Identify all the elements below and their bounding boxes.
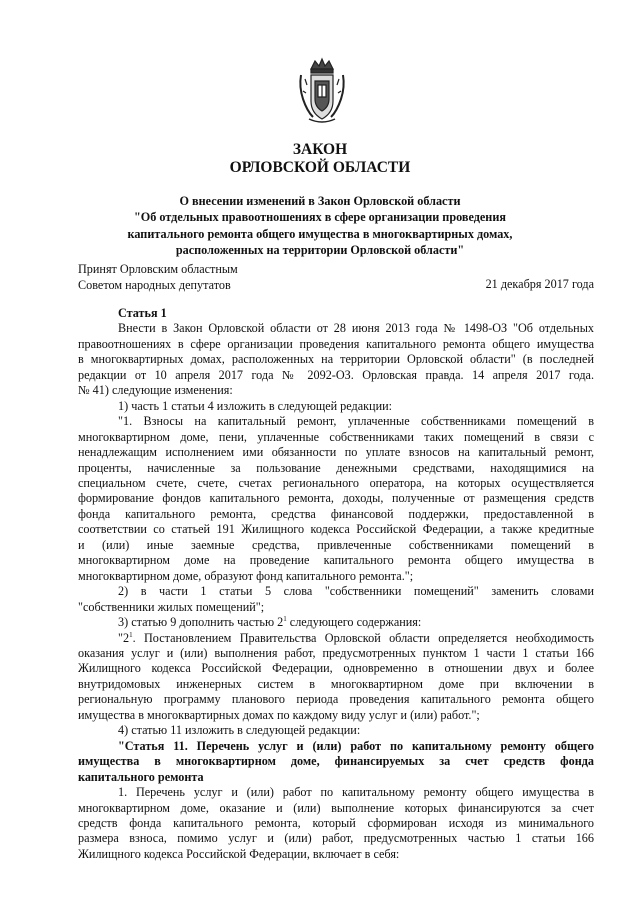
accepted-by [78, 262, 238, 293]
paragraph-line: правоотношениях в сфере организации проведения капитального ремонта общего имущества [78, 336, 594, 351]
paragraph-line: специальном счете, счете, счетах регионального оператора, на которых осуществляется [78, 475, 594, 490]
paragraph-line: 1) часть 1 статьи 4 изложить в следующей редакции: [118, 398, 393, 413]
paragraph-line: редакции от 10 апреля 2017 года № 2092-ОЗ. Орловская правда. 14 апреля 2017 года. [78, 367, 594, 382]
paragraph-line: проценты, начисленные за пользование денежными средствами, находящимися на [78, 460, 594, 475]
text-fragment: "2 [118, 630, 130, 645]
adoption-date: 21 декабря 2017 года [485, 277, 594, 291]
article-11-heading: капитального ремонта [78, 769, 204, 784]
paragraph-line: многоквартирном доме, оказание и (или) выполнение которых финансируются за счет [78, 800, 594, 815]
paragraph-line [78, 615, 594, 630]
accepted-line: Советом народных депутатов [78, 277, 231, 292]
text-fragment: 3) статью 9 дополнить частью 2 [118, 615, 284, 630]
superscript: 1 [129, 630, 133, 639]
paragraph-line: соответствии со статьей 191 Жилищного кодекса Российской Федерации, а также кредитные [78, 522, 594, 537]
document-body [78, 306, 594, 862]
accepted-line: Принят Орловским областным [78, 262, 238, 276]
paragraph-line: в многоквартирных домах, расположенных на территории Орловской области" (в последней [78, 352, 594, 367]
article-11-heading: имущества в многоквартирном доме, финансируемых за счет средств фонда [78, 754, 594, 769]
paragraph-line: имущества в многоквартирных домах по каждому виду услуг и (или) работ."; [78, 707, 480, 722]
document-subtitle [80, 193, 560, 259]
paragraph-line: 1. Перечень услуг и (или) работ по капитальному ремонту общего имущества в [118, 785, 594, 800]
article-11-heading: "Статья 11. Перечень услуг и (или) работ по капитальному ремонту общего [118, 738, 594, 753]
paragraph-line: "собственники жилых помещений"; [78, 599, 265, 614]
paragraph-line: и (или) иные заемные средства, привлеченные собственниками помещений в [78, 537, 594, 552]
paragraph-line: 2) в части 1 статьи 5 слова "собственники помещений" заменить словами [118, 584, 594, 599]
document-title-region: ОРЛОВСКОЙ ОБЛАСТИ [229, 159, 411, 176]
orel-region-coat-of-arms-icon [297, 55, 347, 125]
paragraph-line: Жилищного кодекса Российской Федерации, одновременно в отношении двух и более [78, 661, 594, 676]
subtitle-line: капитального ремонта общего имущества в многоквартирных домах, [127, 226, 513, 241]
paragraph-line: средств фонда капитального ремонта, который сформирован исходя из минимального [78, 815, 594, 830]
paragraph-line: размера взноса, помимо услуг и (или) работ, предусмотренных частью 1 статьи 166 [78, 831, 594, 846]
paragraph-line: оказания услуг и (или) выполнения работ, предусмотренных пунктом 1 части 1 статьи 166 [78, 645, 594, 660]
article-heading: Статья 1 [118, 306, 167, 320]
paragraph-line: внутридомовых инженерных систем в многоквартирном доме при включении в [78, 676, 594, 691]
text-fragment: следующего содержания: [286, 615, 422, 630]
paragraph-line: формирование фондов капитального ремонта, доходы, полученные от размещения средств [78, 491, 594, 506]
paragraph-line: 4) статью 11 изложить в следующей редакции: [118, 723, 361, 738]
subtitle-line: "Об отдельных правоотношениях в сфере организации проведения [134, 210, 506, 225]
paragraph-line: Жилищного кодекса Российской Федерации, включает в себя: [78, 846, 400, 861]
subtitle-line: О внесении изменений в Закон Орловской области [179, 194, 461, 208]
paragraph-line: "1. Взносы на капитальный ремонт, уплаченные собственниками помещений в [118, 414, 594, 429]
text-fragment: . Постановлением Правительства Орловской области определяется необходимость [132, 630, 594, 645]
paragraph-line: Внести в Закон Орловской области от 28 июня 2013 года № 1498-ОЗ "Об отдельных [118, 321, 594, 336]
paragraph-line: ненадлежащим исполнением ими обязанности по уплате взносов на капитальный ремонт, [78, 445, 594, 460]
paragraph-line: многоквартирном доме, образуют фонд капитального ремонта."; [78, 568, 414, 583]
paragraph-line: фонда капитального ремонта, средства финансовой поддержки, предоставленной в [78, 506, 594, 521]
subtitle-line: расположенных на территории Орловской области" [175, 243, 465, 258]
paragraph-line: региональную программу планового периода проведения капитального ремонта общего [78, 692, 594, 707]
paragraph-line: № 41) следующие изменения: [78, 383, 233, 398]
superscript: 1 [283, 615, 287, 624]
paragraph-line: многоквартирном доме на проведение капитального ремонта общего имущества в [78, 553, 594, 568]
document-title: ЗАКОН [292, 141, 348, 158]
paragraph-line [78, 631, 594, 646]
paragraph-line: многоквартирном доме, пени, уплаченные собственниками таких помещений в связи с [78, 429, 594, 444]
